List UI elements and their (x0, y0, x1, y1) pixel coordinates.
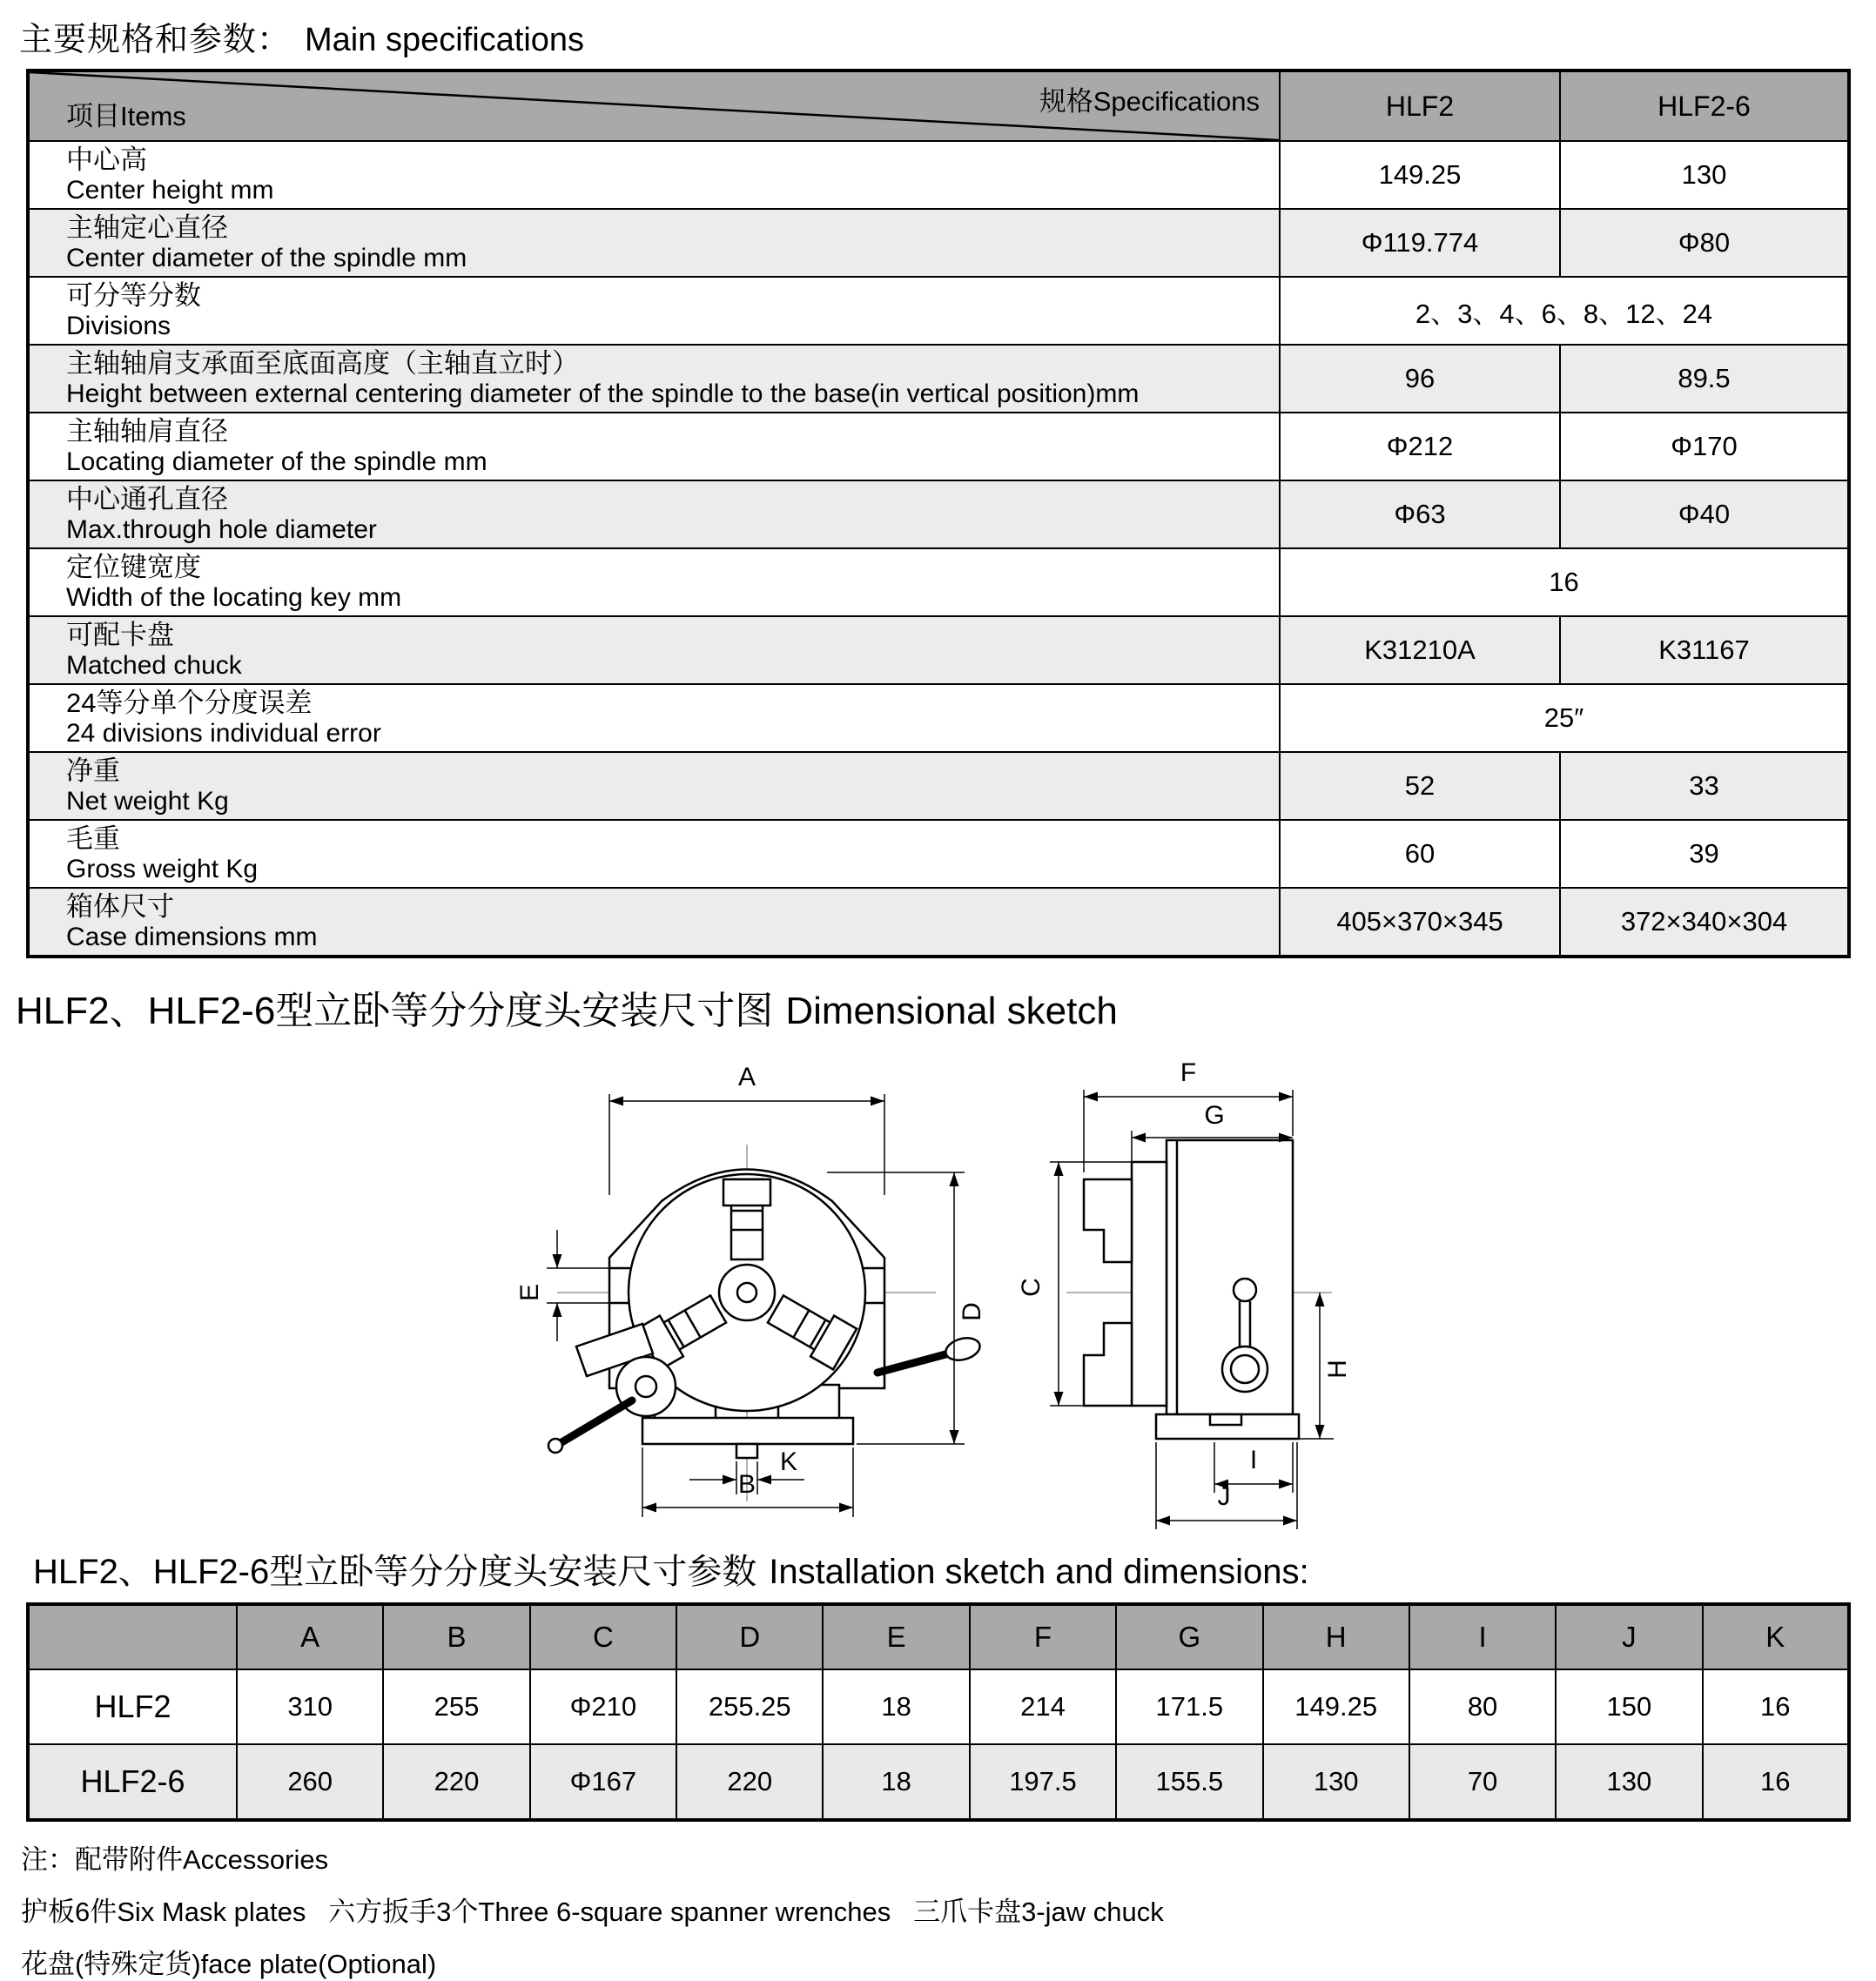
spec-value-hlf2-6: 39 (1560, 820, 1849, 888)
page-title-en: Main specifications (305, 22, 585, 58)
item-label-en: Case dimensions mm (66, 922, 318, 951)
dim-label-f: F (1180, 1058, 1197, 1087)
spec-value-hlf2: 96 (1280, 345, 1560, 413)
item-label-en: Center diameter of the spindle mm (66, 243, 467, 272)
item-label-zh: 可分等分数 (66, 279, 201, 311)
spec-row-height-to-base (28, 345, 1849, 413)
spec-value-hlf2: Φ119.774 (1280, 209, 1560, 277)
page-title (19, 12, 1876, 60)
spec-value-hlf2: Φ63 (1280, 480, 1560, 548)
spec-row-division-error (28, 684, 1849, 752)
spec-value-hlf2-6: 89.5 (1560, 345, 1849, 413)
spec-value-hlf2: Φ212 (1280, 413, 1560, 480)
spec-value-hlf2: 149.25 (1280, 141, 1560, 209)
dimensional-sketch-area (0, 1040, 1876, 1532)
spec-row-through-hole (28, 480, 1849, 548)
dim-label-c: C (1017, 1278, 1046, 1297)
spec-value-hlf2-6: 130 (1560, 141, 1849, 209)
item-label-zh: 箱体尺寸 (66, 890, 174, 922)
spec-value-span: 25″ (1280, 684, 1849, 752)
spec-header-items-specs-cell (28, 71, 1280, 141)
install-header-g: G (1116, 1604, 1262, 1669)
note-accessory-list: 护板6件Six Mask plates 六方扳手3个Three 6-square spanner wrenches 三爪卡盘3-jaw chuck (21, 1897, 1164, 1927)
item-label-en: Height between external centering diameter of the spindle to the base(in vertical position)mm (66, 379, 1140, 408)
dimensional-sketch-title-en: Dimensional sketch (785, 990, 1118, 1032)
dim-label-i: I (1249, 1446, 1258, 1474)
install-header-a: A (237, 1604, 383, 1669)
note-face-plate: 花盘(特殊定货)face plate(Optional) (21, 1949, 437, 1979)
item-label-en: Width of the locating key mm (66, 582, 402, 612)
specifications-header-label: 规格Specifications (1039, 86, 1260, 117)
item-label-zh: 定位键宽度 (66, 551, 201, 582)
spec-value-span: 16 (1280, 548, 1849, 616)
install-value: 197.5 (970, 1744, 1116, 1820)
install-header-row (28, 1604, 1849, 1669)
item-label-zh: 净重 (66, 755, 120, 786)
install-header-blank (28, 1604, 237, 1669)
dimensional-sketch-title-zh: HLF2、HLF2-6型立卧等分分度头安装尺寸图 (16, 990, 774, 1032)
spec-row-locating-key-width (28, 548, 1849, 616)
install-value: 149.25 (1263, 1669, 1409, 1744)
spec-value-hlf2-6: 33 (1560, 752, 1849, 820)
install-value: 70 (1409, 1744, 1556, 1820)
spec-value-hlf2-6: Φ170 (1560, 413, 1849, 480)
install-value: 310 (237, 1669, 383, 1744)
install-header-d: D (676, 1604, 823, 1669)
install-value: 260 (237, 1744, 383, 1820)
item-label-en: 24 divisions individual error (66, 718, 381, 748)
item-label-zh: 主轴轴肩支承面至底面高度（主轴直立时） (66, 347, 579, 379)
install-value: 16 (1703, 1744, 1849, 1820)
install-value: 255 (383, 1669, 529, 1744)
dim-label-b: B (737, 1470, 756, 1499)
spec-row-center-diameter (28, 209, 1849, 277)
spec-value-hlf2: K31210A (1280, 616, 1560, 684)
note-accessories: 注：配带附件Accessories (21, 1844, 329, 1875)
install-value: 220 (383, 1744, 529, 1820)
spec-value-hlf2-6: 372×340×304 (1560, 888, 1849, 957)
install-value: 80 (1409, 1669, 1556, 1744)
dim-label-d: D (958, 1302, 986, 1321)
install-value: 18 (823, 1744, 969, 1820)
install-value: 155.5 (1116, 1744, 1262, 1820)
installation-table-title-zh: HLF2、HLF2-6型立卧等分分度头安装尺寸参数 (33, 1553, 757, 1591)
dim-label-h: H (1323, 1360, 1352, 1379)
install-value: 214 (970, 1669, 1116, 1744)
installation-table-title-en: Installation sketch and dimensions: (769, 1553, 1309, 1591)
install-value: 18 (823, 1669, 969, 1744)
dim-label-e: E (515, 1283, 544, 1302)
install-header-i: I (1409, 1604, 1556, 1669)
item-label-en: Gross weight Kg (66, 854, 259, 883)
install-header-j: J (1556, 1604, 1702, 1669)
install-value: 171.5 (1116, 1669, 1262, 1744)
install-header-e: E (823, 1604, 969, 1669)
item-label-zh: 24等分单个分度误差 (66, 687, 313, 718)
side-view-drawing (1017, 1058, 1352, 1529)
spec-value-hlf2: 60 (1280, 820, 1560, 888)
item-label-zh: 主轴定心直径 (66, 212, 228, 243)
spec-value-hlf2: 405×370×345 (1280, 888, 1560, 957)
install-value: 130 (1263, 1744, 1409, 1820)
spec-value-hlf2-6: K31167 (1560, 616, 1849, 684)
item-label-zh: 主轴轴肩直径 (66, 415, 228, 447)
item-label-zh: 中心通孔直径 (66, 483, 228, 514)
install-value: Φ210 (530, 1669, 676, 1744)
install-header-h: H (1263, 1604, 1409, 1669)
spec-value-hlf2-6: Φ80 (1560, 209, 1849, 277)
item-label-en: Locating diameter of the spindle mm (66, 447, 487, 476)
install-value: Φ167 (530, 1744, 676, 1820)
dimension-h (1299, 1293, 1352, 1439)
item-label-en: Divisions (66, 311, 171, 340)
spec-row-locating-diameter (28, 413, 1849, 480)
dim-label-g: G (1204, 1101, 1225, 1130)
install-value: 16 (1703, 1669, 1849, 1744)
spec-row-gross-weight (28, 820, 1849, 888)
spec-value-hlf2: 52 (1280, 752, 1560, 820)
installation-dimensions-table (26, 1602, 1851, 1822)
column-header-hlf2-6: HLF2-6 (1560, 71, 1849, 141)
lever-handle (877, 1334, 982, 1373)
dim-label-j: J (1217, 1482, 1231, 1511)
install-value: 255.25 (676, 1669, 823, 1744)
item-label-zh: 中心高 (66, 144, 147, 175)
spec-row-net-weight (28, 752, 1849, 820)
item-label-en: Center height mm (66, 175, 274, 205)
spec-row-case-dimensions (28, 888, 1849, 957)
install-value: 220 (676, 1744, 823, 1820)
install-header-f: F (970, 1604, 1116, 1669)
accessories-notes (21, 1837, 1876, 1981)
item-label-en: Net weight Kg (66, 786, 229, 816)
spec-header-row (28, 71, 1849, 141)
page-title-zh: 主要规格和参数： (19, 22, 292, 58)
spec-value-span: 2、3、4、6、8、12、24 (1280, 277, 1849, 345)
installation-table-title (33, 1544, 1876, 1594)
item-label-zh: 可配卡盘 (66, 619, 174, 650)
dimension-e (515, 1230, 609, 1341)
spec-row-matched-chuck (28, 616, 1849, 684)
install-header-c: C (530, 1604, 676, 1669)
items-header-label: 项目Items (66, 101, 186, 131)
install-row-hlf2-6 (28, 1744, 1849, 1820)
dimensional-sketch-drawing (0, 1040, 1876, 1532)
item-label-en: Matched chuck (66, 650, 242, 680)
chuck-jaw (723, 1179, 770, 1259)
install-value: 150 (1556, 1669, 1702, 1744)
dimensional-sketch-title (16, 979, 1876, 1035)
dim-label-k: K (779, 1447, 798, 1476)
front-view-drawing (515, 1063, 986, 1517)
main-specifications-table (26, 69, 1851, 958)
install-value: 130 (1556, 1744, 1702, 1820)
item-label-en: Max.through hole diameter (66, 514, 377, 544)
spec-row-center-height (28, 141, 1849, 209)
item-label-zh: 毛重 (66, 823, 120, 854)
dimension-j (1156, 1442, 1297, 1529)
install-row-hlf2 (28, 1669, 1849, 1744)
model-label: HLF2-6 (28, 1744, 237, 1820)
spec-value-hlf2-6: Φ40 (1560, 480, 1849, 548)
install-header-b: B (383, 1604, 529, 1669)
model-label: HLF2 (28, 1669, 237, 1744)
dim-label-a: A (737, 1063, 756, 1091)
spec-row-divisions (28, 277, 1849, 345)
column-header-hlf2: HLF2 (1280, 71, 1560, 141)
install-header-k: K (1703, 1604, 1849, 1669)
